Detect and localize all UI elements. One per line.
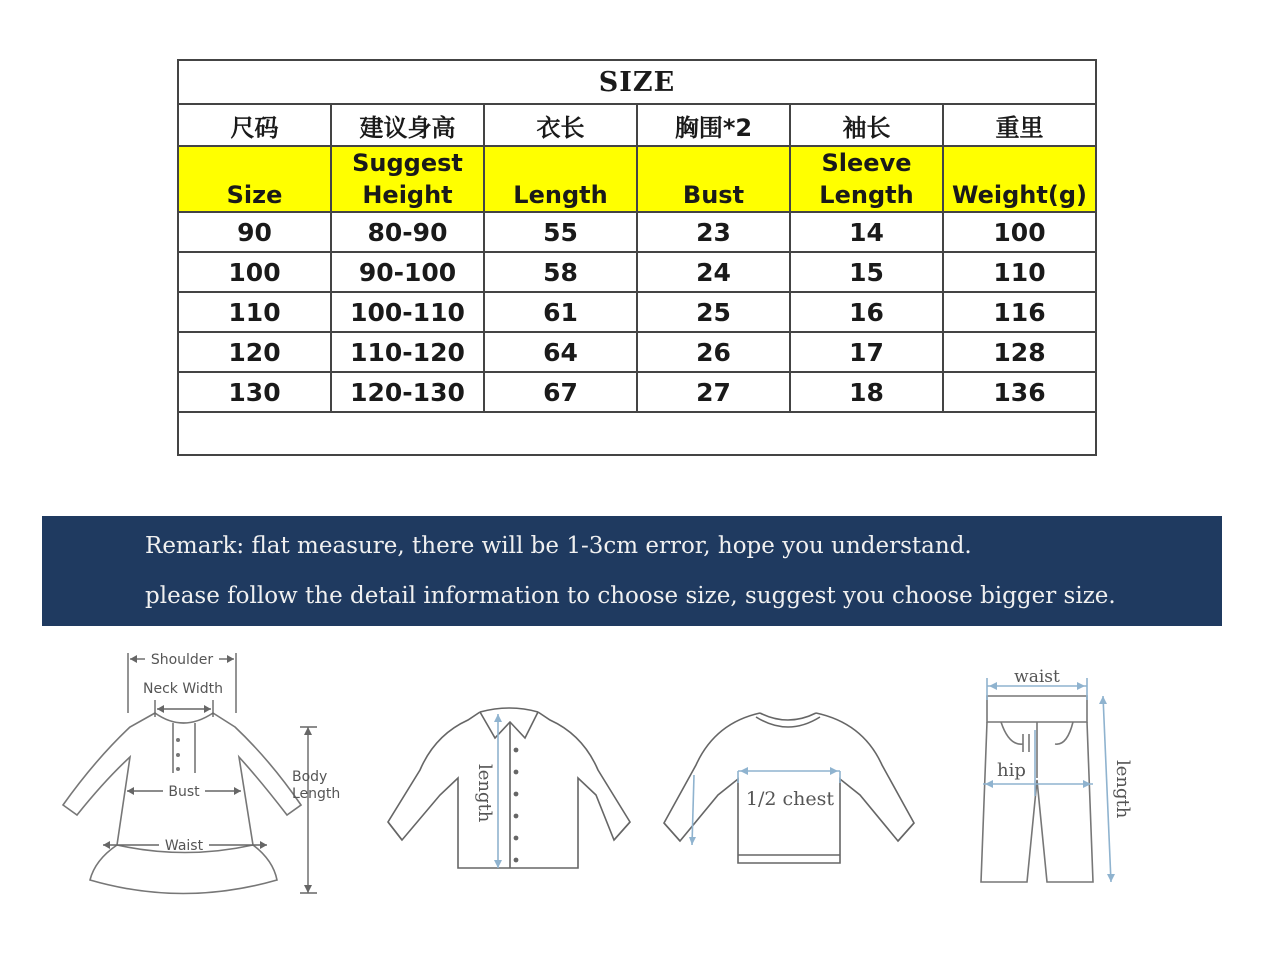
cell-size: 130: [178, 372, 331, 412]
dress-outline: [63, 713, 301, 894]
bust-label: Bust: [168, 784, 200, 800]
cell-weight: 128: [943, 332, 1096, 372]
header-en-length-cell: [484, 146, 637, 212]
sweater-measure-illustration: [660, 705, 925, 880]
cell-height: 100-110: [331, 292, 484, 332]
cell-sleeve: 17: [790, 332, 943, 372]
cell-sleeve: 15: [790, 252, 943, 292]
dress-measure-illustration: [55, 645, 355, 905]
cell-weight: 136: [943, 372, 1096, 412]
header-cn-weight: 重里: [943, 104, 1096, 146]
shirt-outline: [388, 708, 630, 868]
cell-height: 110-120: [331, 332, 484, 372]
remark-line-2: please follow the detail information to choose size, suggest you choose bigger size.: [145, 583, 1116, 609]
header-cn-size: 尺码: [178, 104, 331, 146]
cell-length: 55: [484, 212, 637, 252]
remark-banner: [42, 516, 1222, 626]
cell-bust: 27: [637, 372, 790, 412]
pants-diagram: [975, 660, 1150, 895]
table-row: [178, 212, 1096, 252]
shirt-length-label: length: [474, 764, 495, 823]
cell-size: 90: [178, 212, 331, 252]
cell-length: 67: [484, 372, 637, 412]
header-en-sleeve-cell: [790, 146, 943, 212]
header-en-length: Length: [513, 181, 608, 209]
cell-sleeve: 16: [790, 292, 943, 332]
body-length-label-line: Body: [292, 769, 328, 785]
header-row-chinese: [178, 104, 1096, 146]
header-cn-bust: 胸围*2: [637, 104, 790, 146]
chest-label: 1/2 chest: [745, 788, 835, 810]
header-en-bust-cell: [637, 146, 790, 212]
pants-measure-illustration: [975, 660, 1150, 895]
header-en-size: Size: [226, 181, 283, 209]
size-table: [177, 59, 1097, 456]
cell-weight: 116: [943, 292, 1096, 332]
header-en-weight-cell: [943, 146, 1096, 212]
pants-outline: [981, 696, 1093, 882]
header-en-sleeve: Sleeve Length: [819, 149, 914, 209]
cell-size: 110: [178, 292, 331, 332]
cell-height: 80-90: [331, 212, 484, 252]
cell-weight: 110: [943, 252, 1096, 292]
table-row: [178, 252, 1096, 292]
header-en-bust: Bust: [682, 181, 745, 209]
header-en-height-cell: [331, 146, 484, 212]
pants-length-label: length: [1112, 760, 1133, 819]
cell-height: 120-130: [331, 372, 484, 412]
dress-diagram: [55, 645, 355, 905]
shirt-measure-illustration: [380, 700, 640, 880]
cell-size: 120: [178, 332, 331, 372]
cell-bust: 24: [637, 252, 790, 292]
dress-buttons: [176, 738, 180, 771]
pants-hip-label: hip: [997, 760, 1026, 781]
table-row: [178, 292, 1096, 332]
cell-sleeve: 14: [790, 212, 943, 252]
size-table-title: SIZE: [178, 60, 1096, 104]
header-cn-height: 建议身高: [331, 104, 484, 146]
cell-bust: 26: [637, 332, 790, 372]
header-cn-sleeve: 袖长: [790, 104, 943, 146]
size-table-footer-cell: [178, 412, 1096, 455]
cell-weight: 100: [943, 212, 1096, 252]
cell-size: 100: [178, 252, 331, 292]
pants-arrowheads: [985, 682, 1115, 882]
waist-label: Waist: [164, 838, 204, 854]
cell-bust: 23: [637, 212, 790, 252]
table-row: [178, 372, 1096, 412]
header-en-height: Suggest Height: [352, 149, 463, 209]
shoulder-label: Shoulder: [150, 652, 214, 668]
table-row: [178, 332, 1096, 372]
header-en-weight: Weight(g): [952, 181, 1087, 209]
body-length-label-line: Length: [292, 786, 341, 802]
size-table-title-row: [178, 60, 1096, 104]
body-length-label: [292, 769, 340, 802]
cell-length: 61: [484, 292, 637, 332]
neck-width-label: Neck Width: [142, 681, 224, 697]
header-row-english: [178, 146, 1096, 212]
sweater-diagram: [660, 705, 925, 880]
remark-line-1: Remark: flat measure, there will be 1-3cm error, hope you understand.: [145, 533, 972, 559]
cell-bust: 25: [637, 292, 790, 332]
header-en-size-cell: [178, 146, 331, 212]
pants-waist-label: waist: [1014, 667, 1060, 687]
shirt-diagram: [380, 700, 640, 880]
cell-height: 90-100: [331, 252, 484, 292]
header-cn-length: 衣长: [484, 104, 637, 146]
size-table-footer-row: [178, 412, 1096, 455]
cell-sleeve: 18: [790, 372, 943, 412]
shirt-buttons: [514, 748, 519, 863]
cell-length: 58: [484, 252, 637, 292]
cell-length: 64: [484, 332, 637, 372]
